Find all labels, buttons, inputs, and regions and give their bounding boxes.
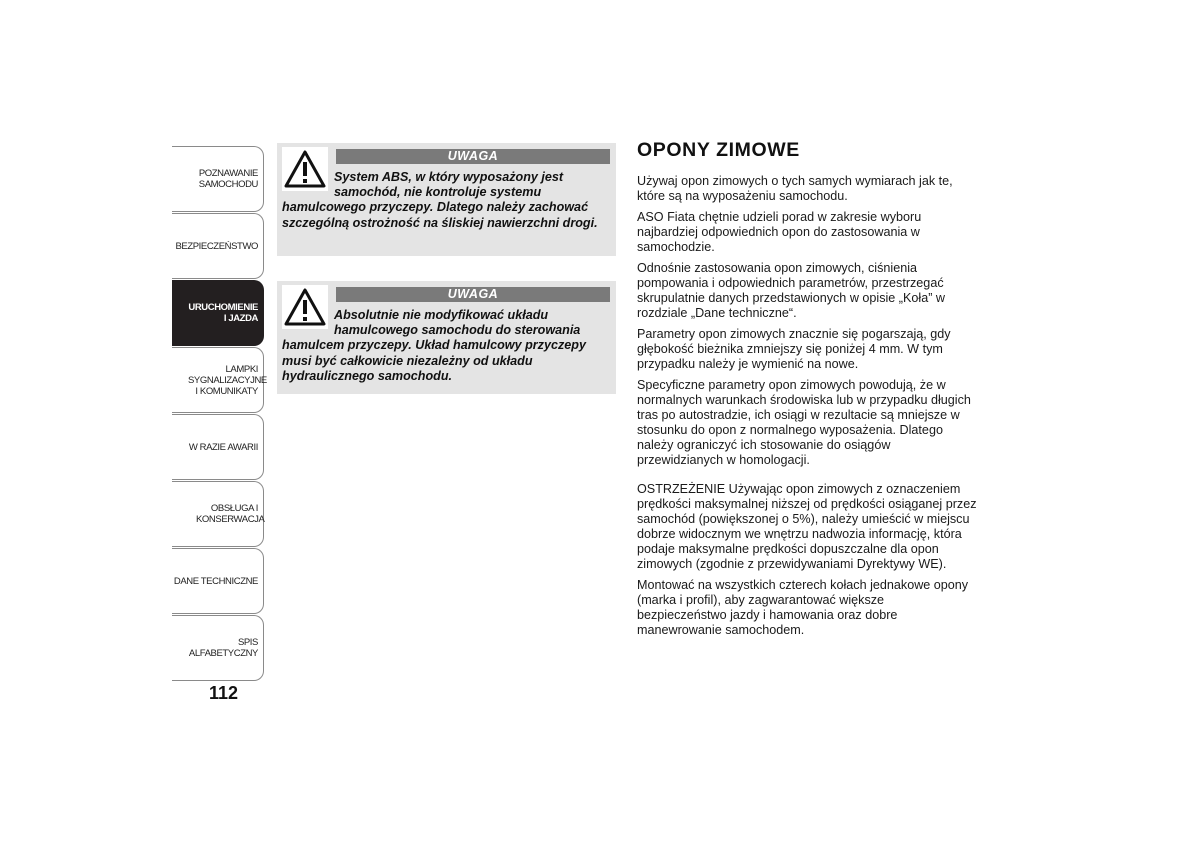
paragraph: Odnośnie zastosowania opon zimowych, ciśnienia pompowania i odpowiednich parametrów, przestrzegać skrupulatnie danych przedstawionych w opisie „Koła” w rozdziale „Dane techniczne“. (637, 261, 945, 320)
warning-text: System ABS, w który wyposażony jest samochód, nie kontroluje systemu hamulcowego przyczepy. Dlatego należy zachować szczególną ostrożność na śliskiej nawierzchni drogi. (282, 170, 598, 230)
tab-label: SPIS ALFABETYCZNY (188, 637, 258, 659)
tab-bezpieczenstwo[interactable] (172, 213, 264, 279)
warning-title: UWAGA (336, 149, 610, 164)
tab-label: BEZPIECZEŃSTWO (175, 240, 258, 252)
warning-paragraph: OSTRZEŻENIE Używając opon zimowych z oznaczeniem prędkości maksymalnej niższej od prędkości osiąganej przez samochód (powiększonej o 5%), należy umieścić w miejscu dobrze widocznym we wnętrzu nadwozia informację, która podaje maksymalne prędkości dopuszczalne dla opon zimowych (zgodnie z przewidywaniami Dyrektywy WE). (637, 482, 977, 571)
warning-box (277, 281, 616, 394)
tab-dane-techniczne[interactable] (172, 548, 264, 614)
tab-obsluga-i-konserwacja[interactable] (172, 481, 264, 547)
tab-label: LAMPKI SYGNALIZACYJNE I KOMUNIKATY (188, 363, 267, 397)
warning-title: UWAGA (336, 287, 610, 302)
tab-label: DANE TECHNICZNE (173, 575, 258, 587)
tab-label: W RAZIE AWARII (188, 441, 258, 453)
paragraph: Specyficzne parametry opon zimowych powodują, że w normalnych warunkach środowiska lub w przypadku długich tras po autostradzie, ich osiągi w rezultacie są mniejsze w stosunku do opon z normalnego wyposażenia. Dlatego należy ograniczyć ich stosowanie do osiągów przewidzianych w homologacji. (637, 378, 971, 467)
warning-triangle-icon (282, 147, 328, 191)
tab-label: OBSŁUGA I KONSERWACJA (196, 503, 265, 525)
tab-lampki-sygnalizacyjne[interactable] (172, 347, 267, 413)
paragraph: Używaj opon zimowych o tych samych wymiarach jak te, które są na wyposażeniu samochodu. (637, 174, 953, 203)
section-heading: OPONY ZIMOWE (637, 139, 800, 161)
tab-poznawanie-samochodu[interactable] (172, 146, 264, 212)
page-number: 112 (209, 683, 239, 703)
tab-uruchomienie-i-jazda[interactable] (172, 280, 264, 346)
paragraph: ASO Fiata chętnie udzieli porad w zakresie wyboru najbardziej odpowiednich opon do zastosowania w samochodzie. (637, 210, 922, 254)
paragraph: Parametry opon zimowych znacznie się pogarszają, gdy głębokość bieżnika zmniejszy się poniżej 4 mm. W tym przypadku należy je wymienić na nowe. (637, 327, 951, 371)
tab-label: URUCHOMIENIE I JAZDA (188, 302, 258, 324)
section-body (637, 174, 977, 644)
tab-label: POZNAWANIE SAMOCHODU (198, 168, 258, 190)
warning-text: Absolutnie nie modyfikować układu hamulcowego samochodu do sterowania hamulcem przyczepy. Układ hamulcowy przyczepy musi być całkowicie niezależny od układu hydraulicznego samochodu. (282, 308, 586, 383)
tab-w-razie-awarii[interactable] (172, 414, 264, 480)
warning-box (277, 143, 616, 256)
warning-triangle-icon (282, 285, 328, 329)
paragraph: Montować na wszystkich czterech kołach jednakowe opony (marka i profil), aby zagwarantować większe bezpieczeństwo jazdy i hamowania oraz dobre manewrowanie samochodem. (637, 578, 969, 637)
tab-spis-alfabetyczny[interactable] (172, 615, 264, 681)
chapter-tabs (172, 146, 267, 682)
